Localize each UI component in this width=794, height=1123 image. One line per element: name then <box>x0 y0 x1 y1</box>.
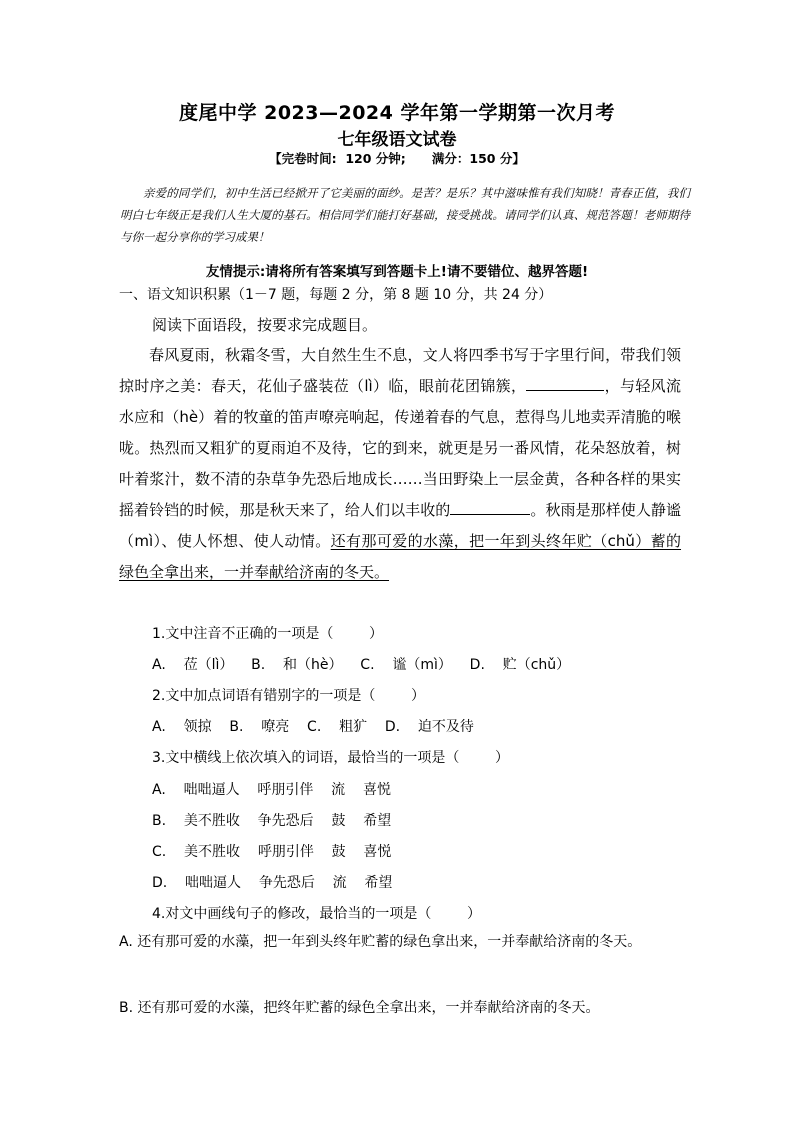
fill-blank-2 <box>450 500 530 515</box>
answer-tip: 友情提示:请将所有答案填写到答题卡上!请不要错位、越界答题! <box>205 264 589 280</box>
question-2-options: A. 领掠 B. 嘹亮 C. 粗犷 D. 迫不及待 <box>152 719 474 735</box>
reading-passage <box>119 340 681 588</box>
question-3-stem: 3.文中横线上依次填入的词语，最恰当的一项是（ ） <box>152 750 509 766</box>
question-2-stem: 2.文中加点词语有错别字的一项是（ ） <box>152 688 425 704</box>
fill-blank-1 <box>526 376 604 391</box>
exam-title: 度尾中学 2023—2024 学年第一学期第一次月考 <box>179 102 615 124</box>
question-1-stem: 1.文中注音不正确的一项是（ ） <box>152 626 383 642</box>
section-heading: 一、语文知识积累（1－7 题，每题 2 分，第 8 题 10 分，共 24 分） <box>119 287 553 303</box>
intro-paragraph: 亲爱的同学们，初中生活已经掀开了它美丽的面纱。是苦？是乐？其中滋味惟有我们知晓！青春正值，我们明白七年级正是我们人生大厦的基石。相信同学们能打好基础，接受挑战。请同学们认真、规范答题！老师期待与你一起分享你的学习成果！ <box>120 186 690 244</box>
passage-part-3: 。秋雨是那样使人静谧（mì）、使人怀想、使人动情。 <box>119 501 681 550</box>
passage-part-1: 春风夏雨，秋霜冬雪，大自然生生不息，文人将四季书写于字里行间，带我们领掠时序之美：春天，花仙子盛装莅（lì）临，眼前花团锦簇， <box>119 346 681 395</box>
section-instruction: 阅读下面语段，按要求完成题目。 <box>152 316 378 334</box>
question-3-option-d: D. 咄咄逼人 争先恐后 流 希望 <box>152 875 393 891</box>
passage-part-2: ，与轻风流水应和（hè）着的牧童的笛声嘹亮响起，传递着春的气息，惹得鸟儿地卖弄清脆的喉咙。热烈而又粗犷的夏雨迫不及待，它的到来，就更是另一番风情，花朵怒放着，树叶着浆汁，数不清的杂草争先恐后地成长……当田野染上一层金黄，各种各样的果实摇着铃铛的时候，那是秋天来了，给人们以丰收的 <box>119 377 681 519</box>
question-3-option-b: B. 美不胜收 争先恐后 鼓 希望 <box>152 813 392 829</box>
exam-subtitle: 七年级语文试卷 <box>337 130 457 150</box>
question-3-option-a: A. 咄咄逼人 呼朋引伴 流 喜悦 <box>152 782 391 798</box>
question-3-option-c: C. 美不胜收 呼朋引伴 鼓 喜悦 <box>152 844 392 860</box>
exam-info: 【完卷时间: 120 分钟; 满分：150 分】 <box>269 151 525 166</box>
question-4-option-a: A. 还有那可爱的水藻，把一年到头终年贮蓄的绿色拿出来，一并奉献给济南的冬天。 <box>119 934 642 950</box>
question-4-stem: 4.对文中画线句子的修改，最恰当的一项是（ ） <box>152 906 481 922</box>
underlined-sentence: 还有那可爱的水藻，把一年到头终年贮（chǔ）蓄的绿色全拿出来，一并奉献给济南的冬天。 <box>119 532 682 581</box>
question-4-option-b: B. 还有那可爱的水藻，把终年贮蓄的绿色全拿出来，一并奉献给济南的冬天。 <box>119 1000 600 1016</box>
question-1-options: A. 莅（lì） B. 和（hè） C. 谧（mì） D. 贮（chǔ） <box>152 657 571 673</box>
